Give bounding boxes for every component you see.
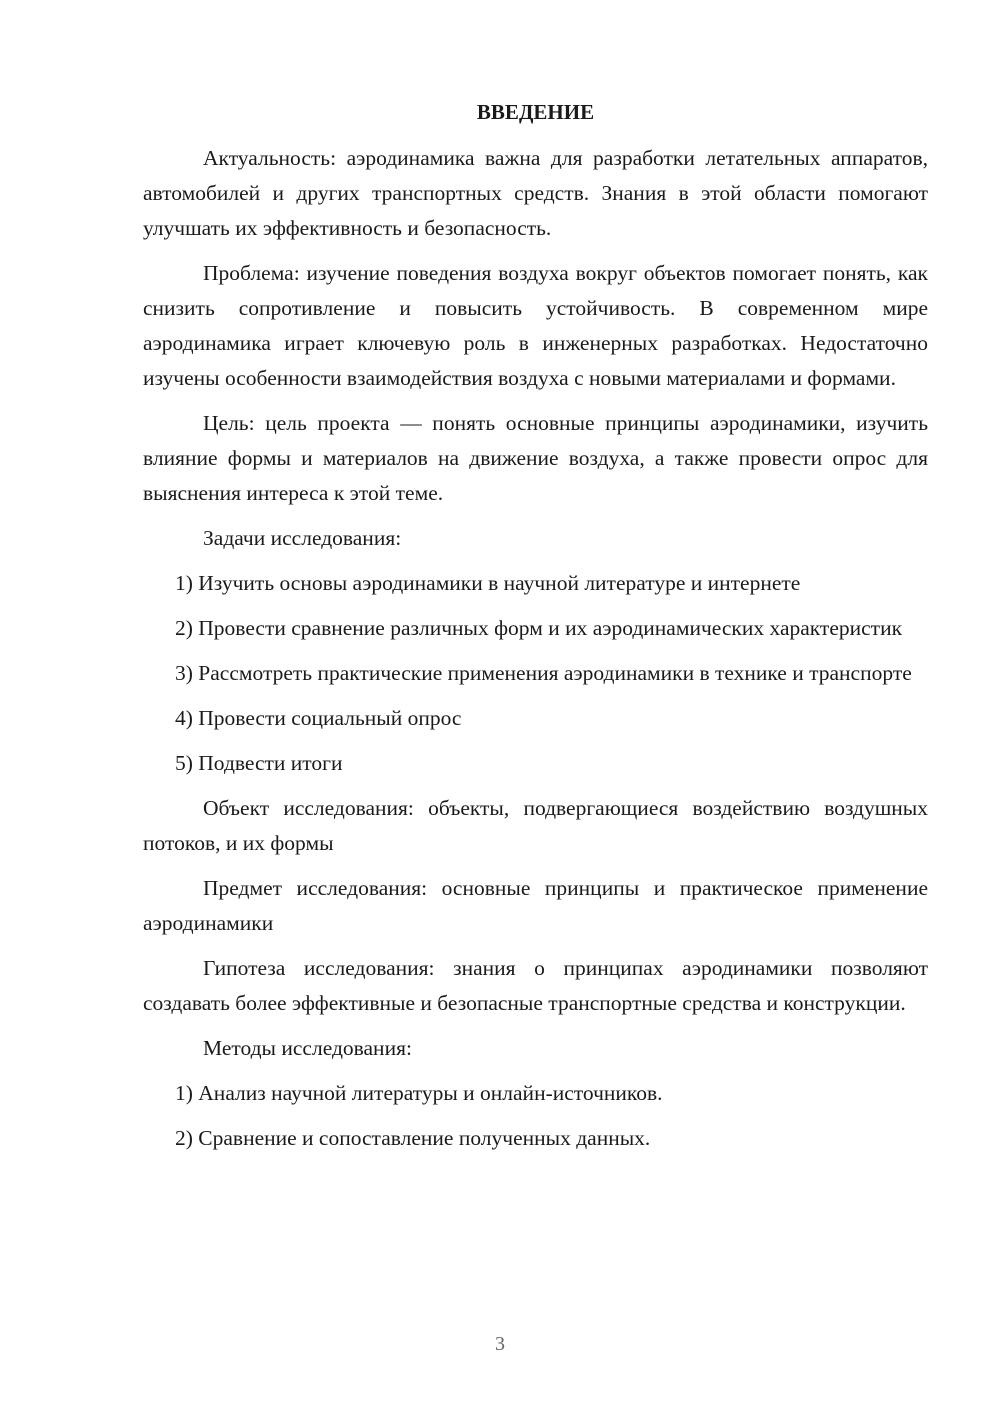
task-item: 1) Изучить основы аэродинамики в научной литературе и интернете	[175, 571, 801, 595]
task-item: 2) Провести сравнение различных форм и их аэродинамических характеристик	[175, 616, 903, 640]
page-title: ВВЕДЕНИЕ	[476, 100, 595, 124]
tasks-heading: Задачи исследования:	[203, 526, 402, 550]
task-item: 5) Подвести итоги	[175, 751, 343, 775]
relevance-paragraph: Актуальность: аэродинамика важна для разработки летательных аппаратов, автомобилей и других транспортных средств. Знания в этой области помогают улучшать их эффективность и безопасность.	[143, 146, 928, 240]
subject-paragraph: Предмет исследования: основные принципы и практическое применение аэродинамики	[143, 876, 928, 935]
hypothesis-paragraph: Гипотеза исследования: знания о принципах аэродинамики позволяют создавать более эффективные и безопасные транспортные средства и конструкции.	[143, 956, 928, 1015]
goal-paragraph: Цель: цель проекта — понять основные принципы аэродинамики, изучить влияние формы и материалов на движение воздуха, а также провести опрос для выяснения интереса к этой теме.	[143, 411, 928, 505]
document-page	[143, 95, 928, 1166]
task-item: 4) Провести социальный опрос	[175, 706, 462, 730]
object-paragraph: Объект исследования: объекты, подвергающиеся воздействию воздушных потоков, и их формы	[143, 796, 928, 855]
problem-paragraph: Проблема: изучение поведения воздуха вокруг объектов помогает понять, как снизить сопротивление и повысить устойчивость. В современном мире аэродинамика играет ключевую роль в инженерных разработках. Недостаточно изучены особенности взаимодействия воздуха с новыми материалами и формами.	[143, 261, 928, 390]
method-item: 1) Анализ научной литературы и онлайн-источников.	[175, 1081, 663, 1105]
task-item: 3) Рассмотреть практические применения аэродинамики в технике и транспорте	[175, 661, 912, 685]
page-number: 3	[495, 1333, 505, 1355]
methods-heading: Методы исследования:	[203, 1036, 412, 1060]
method-item: 2) Сравнение и сопоставление полученных данных.	[175, 1126, 651, 1150]
